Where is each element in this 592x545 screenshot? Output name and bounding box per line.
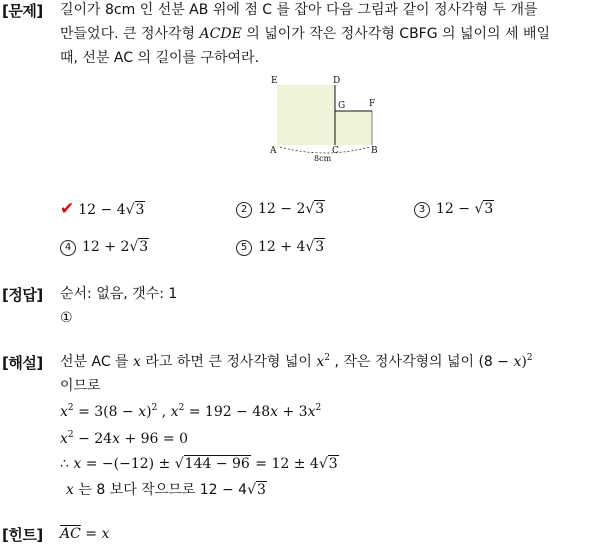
squares-figure bbox=[268, 73, 388, 165]
small-square bbox=[335, 111, 372, 145]
solution-line-6: x 는 8 보다 작으므로 12 − 4√3 bbox=[66, 482, 266, 498]
solution-tag: [해설] bbox=[2, 354, 43, 372]
option-2[interactable]: 2 12 − 2√3 bbox=[236, 200, 325, 218]
answer-tag: [정답] bbox=[2, 286, 43, 304]
label-E: E bbox=[271, 76, 278, 86]
label-B: B bbox=[371, 146, 378, 156]
problem-line-1: 길이가 8cm 인 선분 AB 위에 점 C 를 잡아 다음 그림과 같이 정사각형 두 개를 bbox=[60, 2, 538, 18]
solution-line-1: 선분 AC 를 x 라고 하면 큰 정사각형 넓이 $x^2$ , 작은 정사각형의 넓이 $(8 - x)^2$ bbox=[60, 353, 533, 370]
solution-line-5: ∴ x = −(−12) ± √144 − 96 = 12 ± 4√3 bbox=[60, 456, 338, 472]
answer-line-1: 순서: 없음, 갯수: 1 bbox=[60, 286, 178, 302]
solution-line-3: $x^2 = 3(8 - x)^2$ , $x^2 = 192 - 48x + 3x^2$ bbox=[60, 403, 322, 420]
problem-line-2: 만들었다. 큰 정사각형 ACDE 의 넓이가 작은 정사각형 CBFG 의 넓이의 세 배일 bbox=[60, 26, 551, 42]
solution-line-4: $x^2 - 24x + 96 = 0$ bbox=[60, 430, 188, 447]
option-number: 2 bbox=[236, 202, 252, 218]
solution-line-2: 이므로 bbox=[60, 378, 101, 394]
option-number: 4 bbox=[60, 240, 76, 256]
problem-line-3: 때, 선분 AC 의 길이를 구하여라. bbox=[60, 50, 260, 66]
hint-tag: [힌트] bbox=[2, 526, 43, 544]
answer-line-2: ① bbox=[60, 310, 73, 326]
checkmark-icon: ✔ bbox=[60, 199, 75, 219]
option-number: 3 bbox=[414, 202, 430, 218]
option-5[interactable]: 5 12 + 4√3 bbox=[236, 238, 325, 256]
label-A: A bbox=[270, 146, 277, 156]
option-number: 5 bbox=[236, 240, 252, 256]
hint-line: $\overline{AC} = x$ bbox=[60, 526, 110, 542]
option-1[interactable]: ✔ 12 − 4√3 bbox=[60, 199, 145, 219]
large-square bbox=[277, 85, 335, 145]
problem-tag: [문제] bbox=[2, 2, 43, 20]
length-label: 8cm bbox=[314, 154, 332, 163]
option-3[interactable]: 3 12 − √3 bbox=[414, 200, 494, 218]
label-D: D bbox=[333, 76, 341, 86]
label-G: G bbox=[338, 101, 346, 111]
option-4[interactable]: 4 12 + 2√3 bbox=[60, 238, 149, 256]
label-F: F bbox=[369, 99, 376, 109]
label-C: C bbox=[332, 146, 339, 156]
